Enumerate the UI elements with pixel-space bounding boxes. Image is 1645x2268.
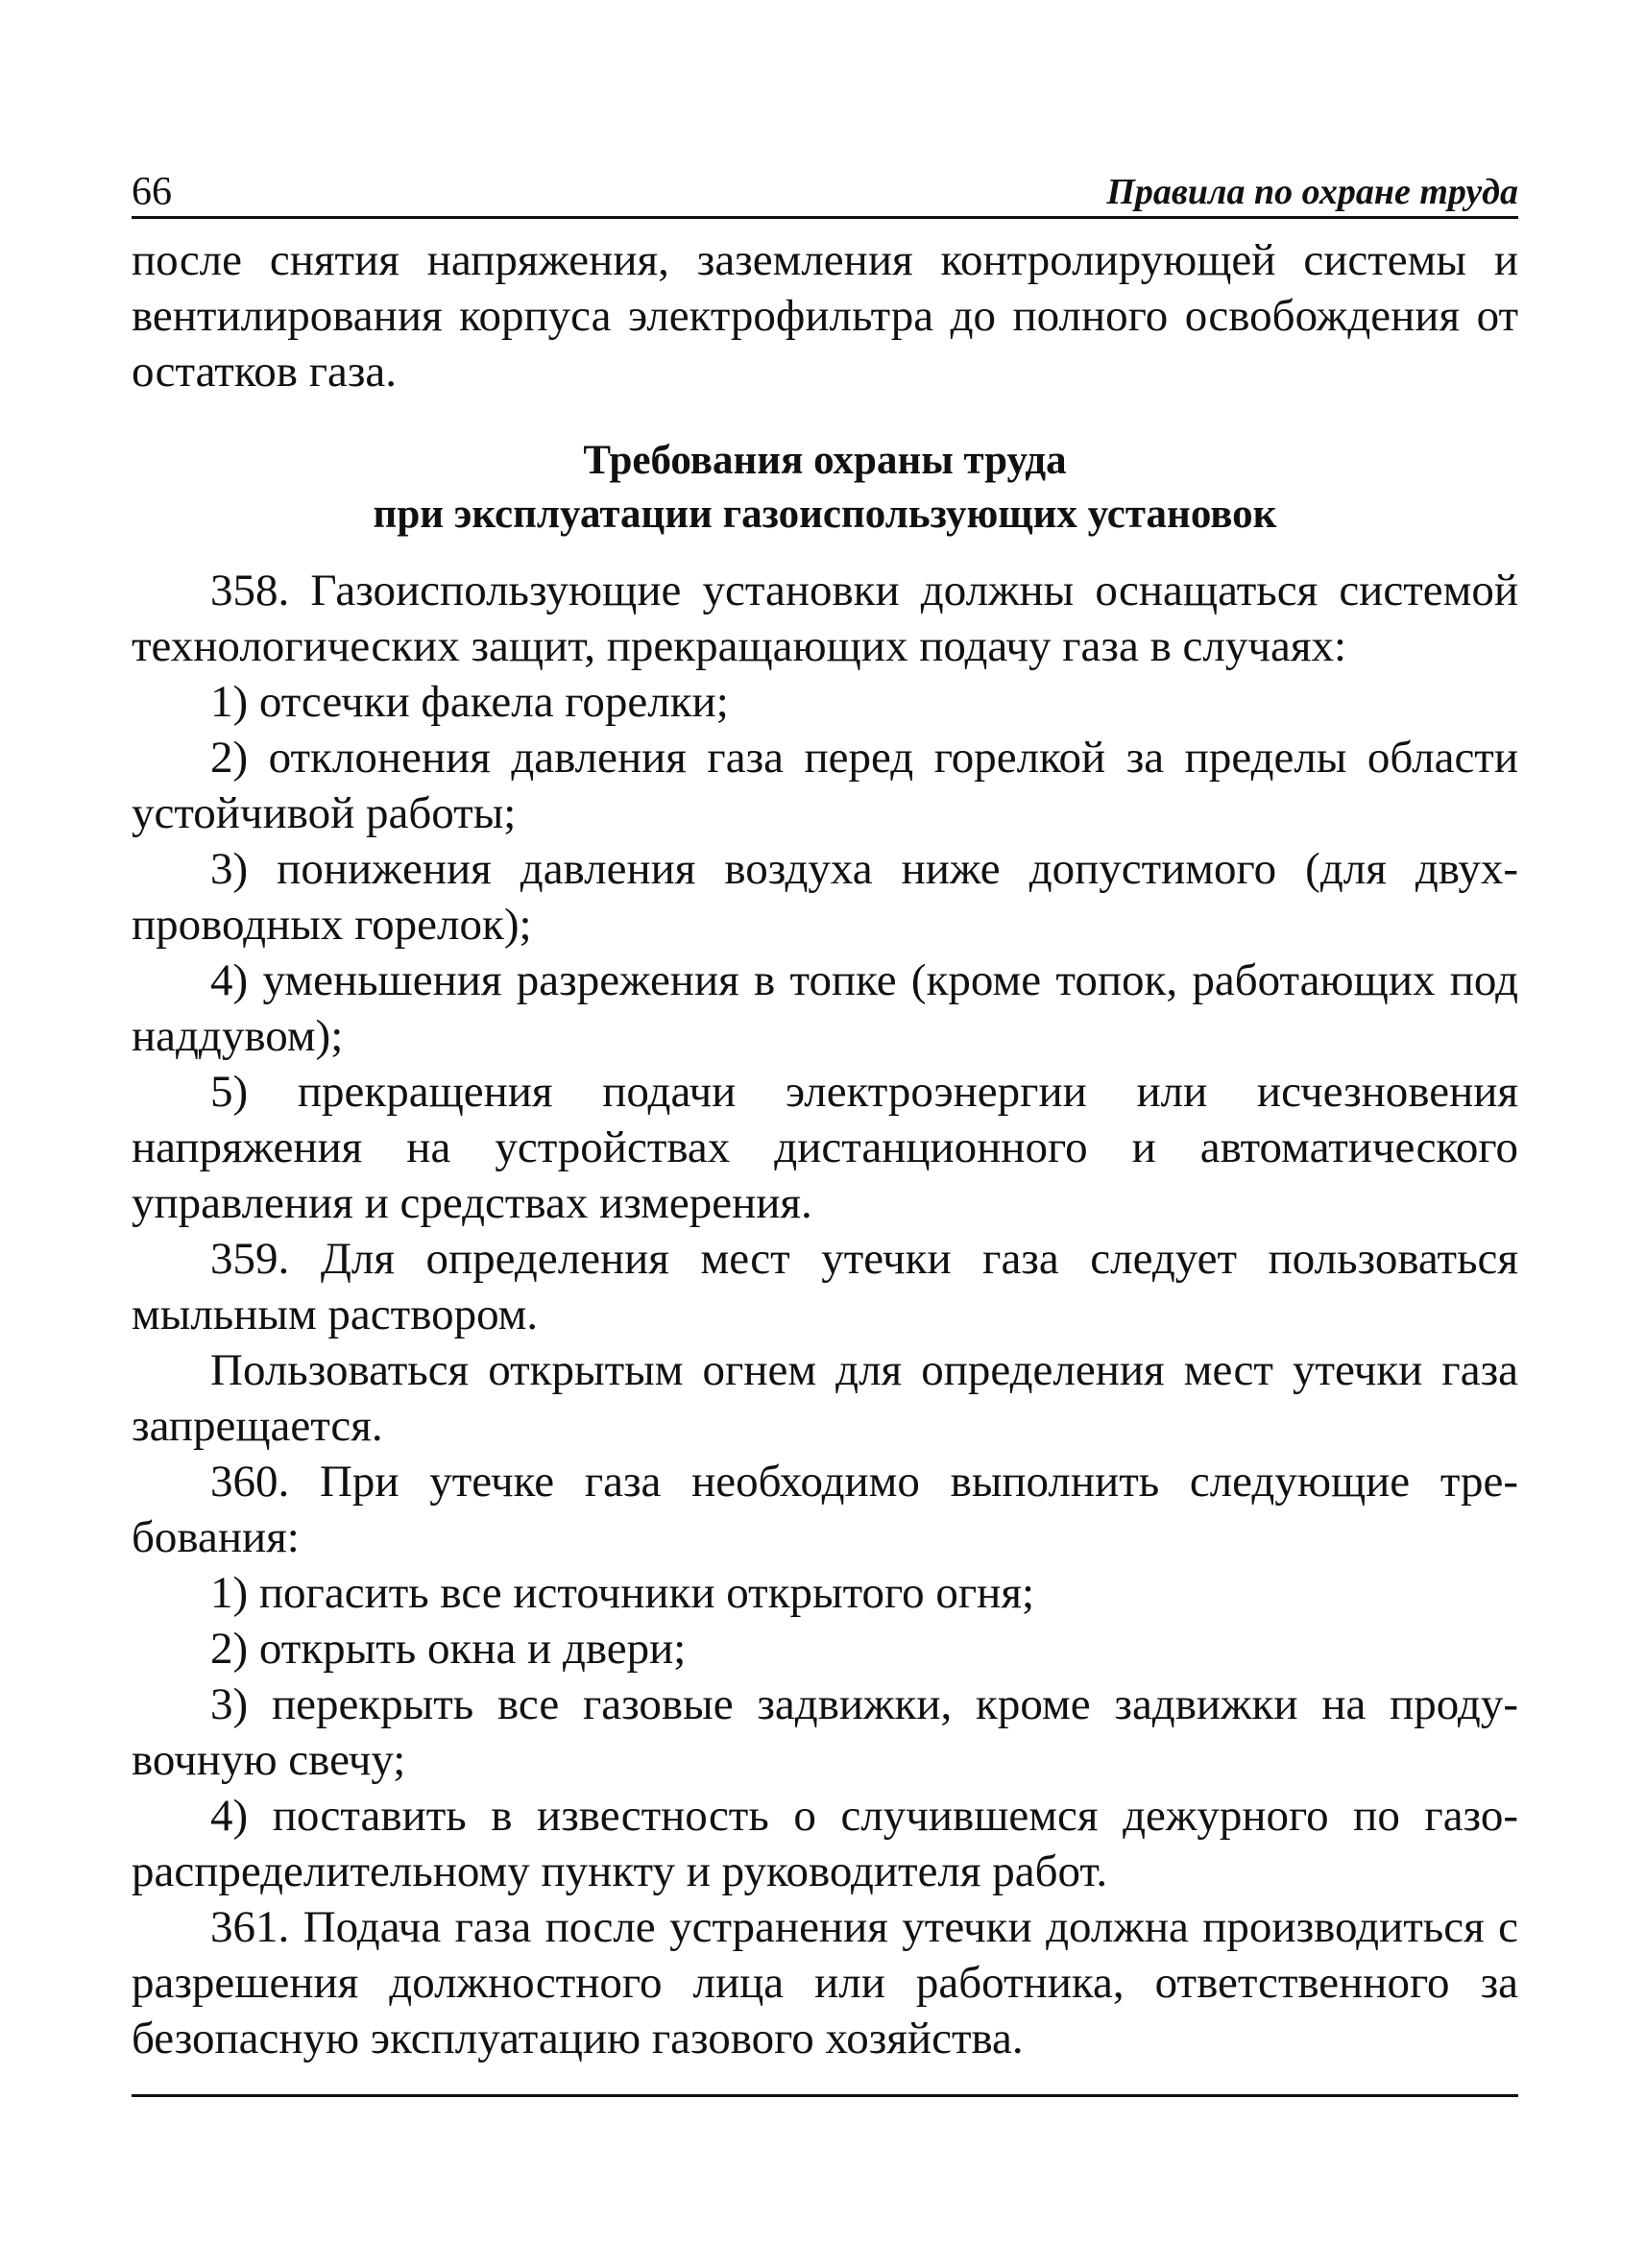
footer-rule [132,2094,1518,2097]
list-item-358-2: 2) отклонения давления газа перед горелкой за пределы области устойчивой работы; [132,733,1518,838]
section-title-line-2: при эксплуатации газоиспользующих установок [373,492,1277,537]
paragraph-359-note: Пользоваться открытым огнем для определения мест утечки газа запрещается. [132,1345,1518,1451]
list-item-358-4: 4) уменьшения разрежения в топке (кроме топок, работающих под наддувом); [132,955,1518,1061]
section-title [132,434,1518,542]
paragraph-358: 358. Газоиспользующие установки должны оснащаться системой технологических защит, прекращающих подачу газа в случаях: [132,566,1518,671]
list-item-358-5: 5) прекращения подачи электроэнергии или исчезновения напряжения на устройствах дистанционного и автоматического управления и средствах измерения. [132,1067,1518,1228]
running-title: Правила по охране труда [1106,172,1518,212]
page-body [132,232,1518,2066]
document-page [132,158,1518,2066]
list-item-360-1: 1) погасить все источники открытого огня; [210,1568,1035,1618]
section-title-line-1: Требования охраны труда [583,438,1067,483]
paragraph-359: 359. Для определения мест утечки газа следует пользоваться мыльным раствором. [132,1234,1518,1339]
list-item-360-2: 2) открыть окна и двери; [210,1624,687,1674]
page-header [132,158,1518,219]
page-number: 66 [132,170,172,214]
paragraph-360: 360. При утечке газа необходимо выполнить следующие требования: [132,1457,1518,1562]
list-item-358-1: 1) отсечки факела горелки; [210,677,729,727]
paragraph-361: 361. Подача газа после устранения утечки должна производиться с разрешения должностного лица или работника, ответственного за безопасную эксплуатацию газового хозяйства. [132,1902,1518,2063]
intro-paragraph: после снятия напряжения, заземления контролирующей системы и вентилирования корпуса электрофильтра до полного освобождения от остатков газа. [132,235,1518,397]
list-item-360-4: 4) поставить в известность о случившемся дежурного по газораспределительному пункту и руководителя работ. [132,1791,1518,1896]
list-item-360-3: 3) перекрыть все газовые задвижки, кроме задвижки на продувочную свечу; [132,1679,1518,1785]
list-item-358-3: 3) понижения давления воздуха ниже допустимого (для двухпроводных горелок); [132,844,1518,950]
